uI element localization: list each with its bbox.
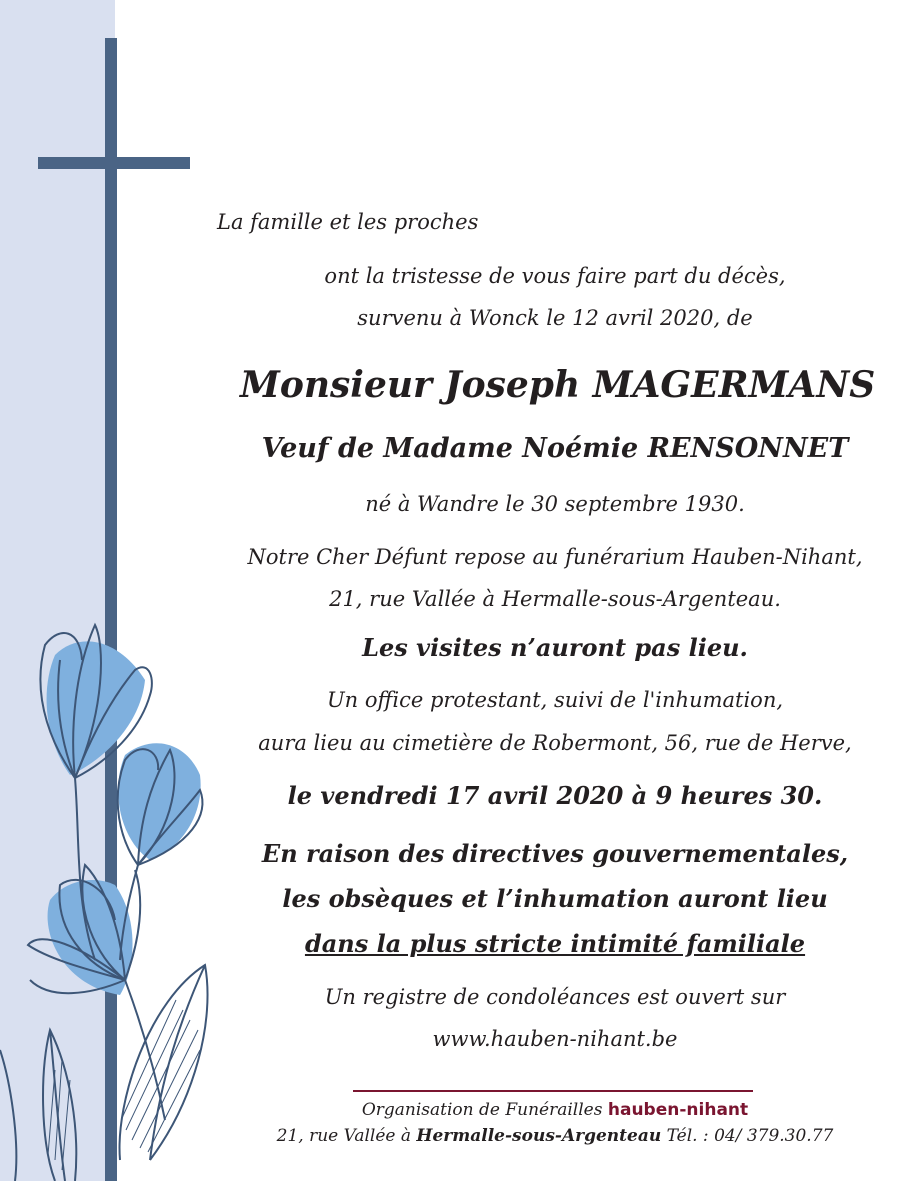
birth-line: né à Wandre le 30 septembre 1930. xyxy=(365,492,745,516)
footer-organizer xyxy=(270,1100,840,1120)
restriction-line2: les obsèques et l’inhumation auront lieu xyxy=(282,884,828,913)
intro-line: La famille et les proches xyxy=(217,210,479,234)
service-date: le vendredi 17 avril 2020 à 9 heures 30. xyxy=(287,781,823,810)
brand-logo: hauben-nihant xyxy=(607,1100,749,1120)
condolence-url: www.hauben-nihant.be xyxy=(432,1027,678,1051)
widower-line: Veuf de Madame Noémie RENSONNET xyxy=(261,433,849,464)
address-prefix: 21, rue Vallée à xyxy=(276,1126,412,1146)
service-line2: aura lieu au cimetière de Robermont, 56, rue de Herve, xyxy=(258,731,852,755)
organizer-label: Organisation de Funérailles xyxy=(361,1100,603,1120)
footer-address xyxy=(270,1126,840,1146)
rest-location-line1: Notre Cher Défunt repose au funérarium Hauben-Nihant, xyxy=(247,545,863,569)
restriction-line1: En raison des directives gouvernementales, xyxy=(261,839,849,868)
service-line1: Un office protestant, suivi de l'inhumation, xyxy=(326,688,784,712)
cross-icon-arm xyxy=(38,157,190,169)
restriction-line3: dans la plus stricte intimité familiale xyxy=(304,929,806,958)
deceased-name: Monsieur Joseph MAGERMANS xyxy=(240,364,876,406)
address-town: Hermalle-sous-Argenteau xyxy=(416,1126,662,1146)
visits-notice: Les visites n’auront pas lieu. xyxy=(362,633,748,662)
occurred-line: survenu à Wonck le 12 avril 2020, de xyxy=(357,306,753,330)
footer-divider xyxy=(353,1090,753,1092)
footer-phone: Tél. : 04/ 379.30.77 xyxy=(666,1126,834,1146)
rest-location-line2: 21, rue Vallée à Hermalle-sous-Argenteau. xyxy=(329,587,781,611)
condolence-line: Un registre de condoléances est ouvert sur xyxy=(324,985,786,1009)
announce-line: ont la tristesse de vous faire part du décès, xyxy=(324,264,786,288)
tulip-flowers-illustration xyxy=(0,600,240,1181)
